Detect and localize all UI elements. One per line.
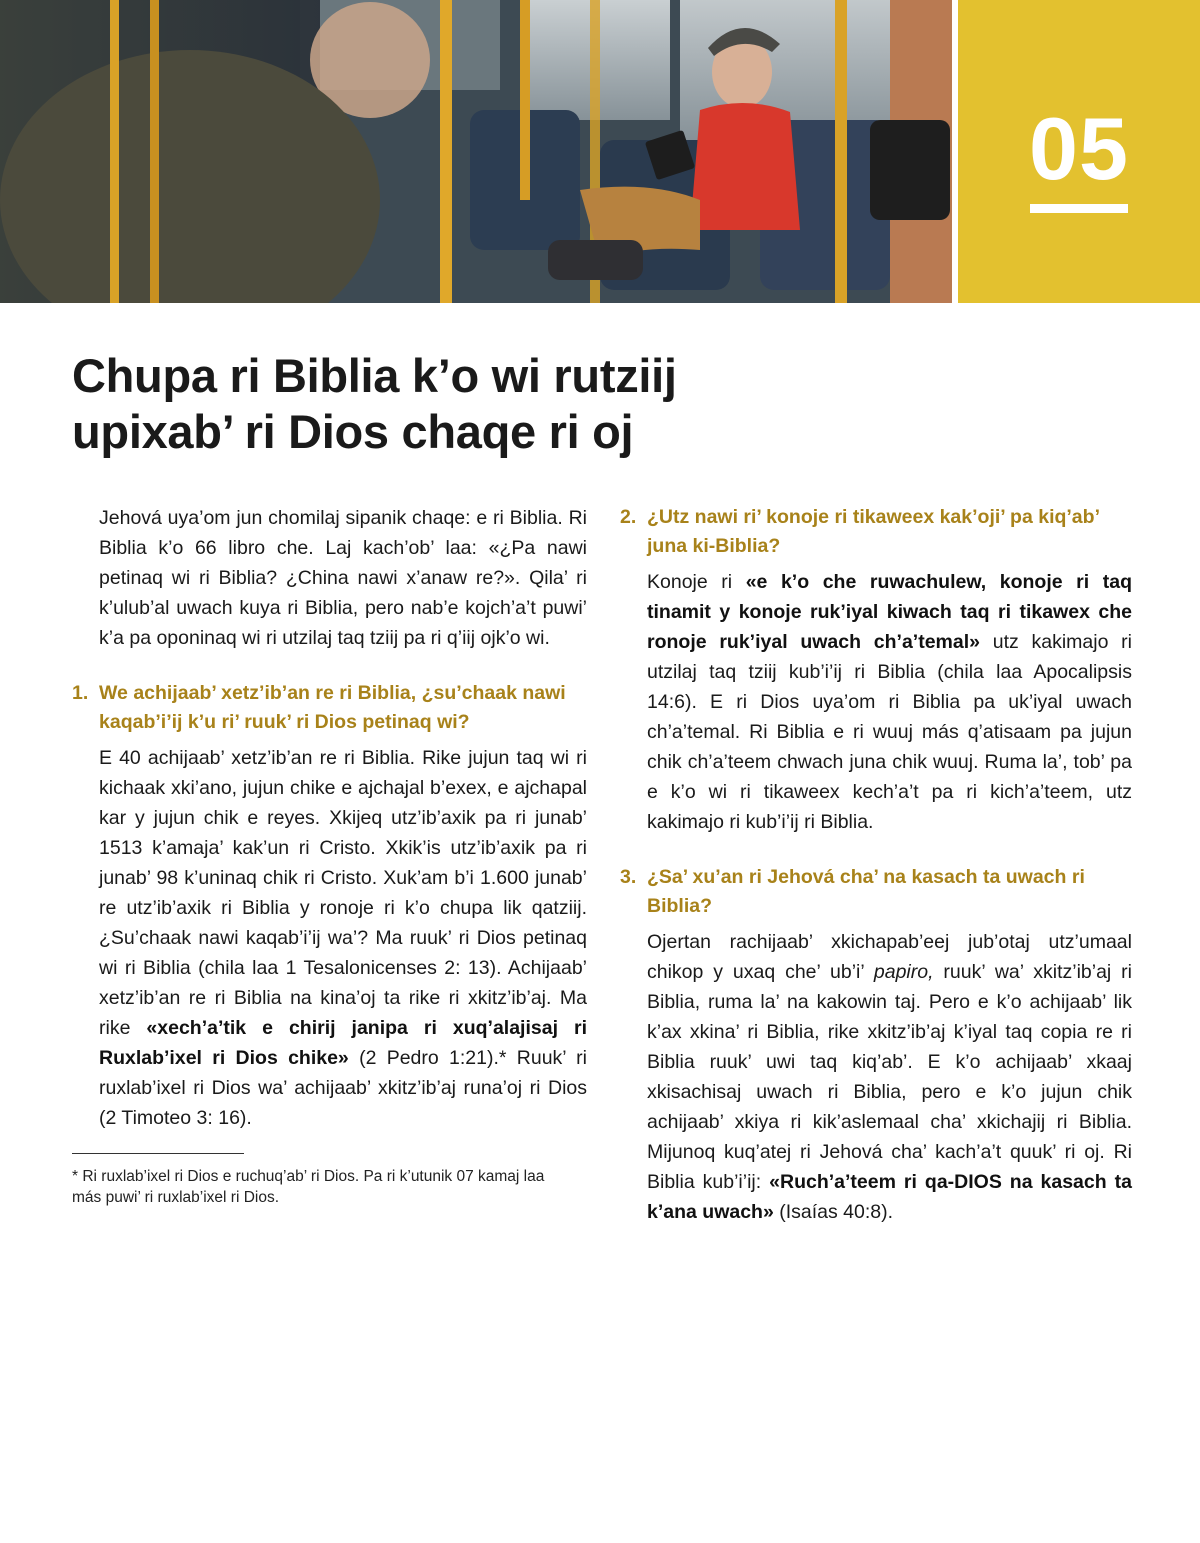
answer-quote: «e k’o che ruwachulew, konoje ri taq tinamit y konoje ruk’iyal kiwach taq ri tikawex che ronoje ruk’iyal uwach ch’a’temal»: [647, 571, 1133, 653]
answer-text: (2 Pedro 1:21).* Ruuk’ ri ruxlab’ixel ri Dios wa’ achijaab’ xkitz’ib’aj runa’oj ri Dios (2 Timoteo 3: 16).: [99, 1047, 588, 1129]
left-column: [72, 503, 587, 1208]
question-text: ¿Utz nawi ri’ konoje ri tikaweex kak’oji’ pa kiq’ab’ juna ki-Biblia?: [647, 506, 1099, 557]
answer-italic-term: papiro,: [873, 961, 934, 983]
question-2: [620, 503, 1132, 561]
header-photo: [0, 0, 952, 303]
footnote: * Ri ruxlab’ixel ri Dios e ruchuq’ab’ ri Dios. Pa ri k’utunik 07 kamaj laa más puwi’ ri ruxlab’ixel ri Dios.: [72, 1168, 545, 1206]
answer-text: E 40 achijaab’ xetz’ib’an re ri Biblia. Rike jujun taq wi ri kichaak xki’ano, jujun chike e ajchajal b’exex, e ajchapal kar y jujun chik e reyes. Xkijeq utz’ib’axik pa ri junab’ 1513 k’amaja’ kak’un ri Cristo. Xkik’is utz’ib’axik pa ri junab’ 98 k’uninaq chik ri Cristo. Xuk’am b’i 1.600 junab’ re utz’ib’axik ri Biblia y ronoje ri k’o chupa lik qatziij. ¿Su’chaak nawi kaqab’i’ij wa’? Ma ruuk’ ri Dios petinaq wi ri Biblia (chila laa 1 Tesalonicenses 2: 13). Achijaab’ xetz’ib’an re ri Biblia na kina’oj ta rike ri xkitz’ib’aj. Ma rike: [99, 747, 587, 1039]
answer-quote: «xech’a’tik e chirij janipa ri xuq’alajisaj ri Ruxlab’ixel ri Dios chike»: [99, 1017, 587, 1069]
question-3: [620, 863, 1132, 921]
answer-text: Ojertan rachijaab’ xkichapab’eej jub’otaj utz’umaal chikop y uxaq che’ ub’i’: [647, 931, 1132, 983]
intro-paragraph: Jehová uya’om jun chomilaj sipanik chaqe: e ri Biblia. Ri Biblia k’o 66 libro che. Laj kach’ob’ laa: «¿Pa nawi petinaq wi ri Biblia? ¿China nawi x’anaw re?». Qila’ ri k’ulub’al uwach kuya ri Biblia, pero nab’e kojch’a’t puwi’ k’a pa oponinaq wi ri utzilaj taq tziij pa ri q’iij ojk’o wi.: [99, 507, 587, 649]
answer-2-paragraph: [647, 567, 1132, 837]
answer-text: ruuk’ wa’ xkitz’ib’aj ri Biblia, ruma la’ na kakowin taj. Pero e k’o achijaab’ lik k’ax xkina’ ri Biblia, rike xkitz’ib’aj k’iyal taq copia re ri Biblia ruuk’ uwi taq kiq’ab’. E k’o achijaab’ xkaaj xkisachisaj uwach ri Biblia, pero e k’o jujun chik achijaab’ xkiya ri kik’aslemaal cha’ xkichajij ri Biblia. Mijunoq kuq’atej ri Jehová cha’ kach’a’t quuk’ ri oj. Ri Biblia kub’i’ij:: [647, 961, 1132, 1193]
question-1: [72, 679, 587, 737]
question-number: 3.: [620, 866, 637, 888]
footnote-divider: [72, 1153, 244, 1154]
answer-quote: «Ruch’a’teem ri qa-DIOS na kasach ta k’ana uwach»: [647, 1171, 1132, 1223]
answer-text: Konoje ri: [647, 571, 746, 593]
chapter-number: 05: [1029, 99, 1129, 198]
answer-text: utz kakimajo ri utzilaj taq tziij kub’i’ij ri Biblia (chila laa Apocalipsis 14:6). E ri Dios uya’om ri Biblia pa uk’iyal uwach ch’a’temal. Ri Biblia e ri wuuj más q’atisaam pa jujun chik ch’a’teem chwach juna chik wuuj. Ruma la’, tob’ pa e k’o wi ri tikaweex kech’a’t pa ri kich’a’teem, utz kakimajo ri kub’i’ij ri Biblia.: [647, 631, 1132, 833]
question-number: 1.: [72, 682, 89, 704]
chapter-badge: [958, 0, 1200, 303]
answer-3-paragraph: [647, 927, 1132, 1227]
answer-text: (Isaías 40:8).: [773, 1201, 894, 1223]
question-number: 2.: [620, 506, 637, 528]
title-line-2: upixab’ ri Dios chaqe ri oj: [72, 405, 634, 458]
bus-interior-illustration: [0, 0, 952, 303]
right-column: [620, 503, 1132, 1227]
title-line-1: Chupa ri Biblia k’o wi rutziij: [72, 349, 677, 402]
question-text: We achijaab’ xetz’ib’an re ri Biblia, ¿su’chaak nawi kaqab’i’ij k’u ri’ ruuk’ ri Dios petinaq wi?: [99, 682, 566, 733]
chapter-underline: [1030, 204, 1128, 213]
page-title: [72, 348, 892, 460]
question-text: ¿Sa’ xu’an ri Jehová cha’ na kasach ta uwach ri Biblia?: [647, 866, 1085, 917]
answer-1-paragraph: [99, 743, 587, 1133]
